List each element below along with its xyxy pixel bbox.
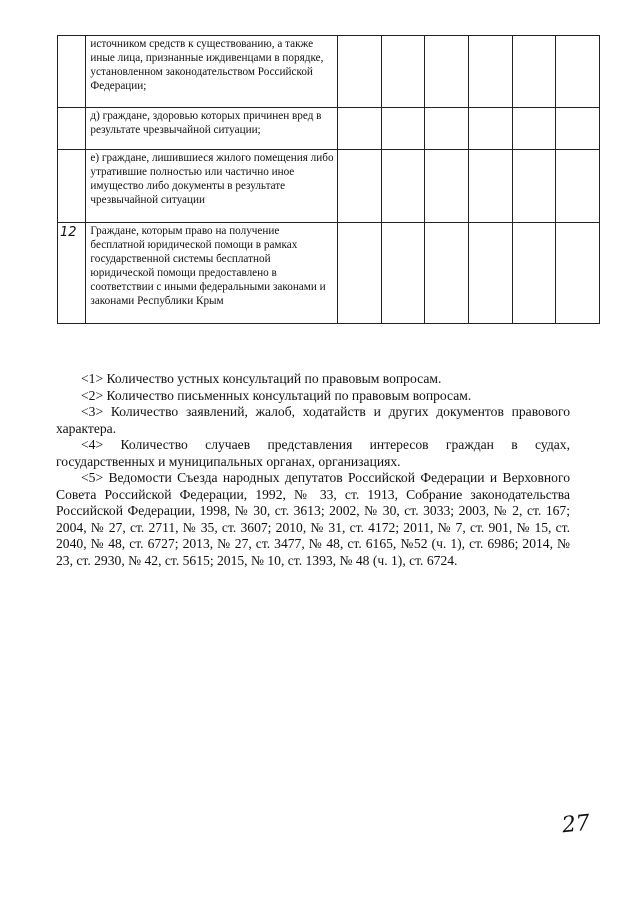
empty-cell xyxy=(338,36,382,108)
row-text: Граждане, которым право на получение бесплатной юридической помощи в рамках государственной системы бесплатной юридической помощи предоставлено в соответствии с иными федеральными законами и законами Республики Крым xyxy=(86,223,338,324)
empty-cell xyxy=(381,223,425,324)
footnote-4: <4> Количество случаев представления интересов граждан в судах, государственных и муниципальных органах, организациях. xyxy=(56,437,570,469)
empty-cell xyxy=(512,150,556,223)
empty-cell xyxy=(469,108,513,150)
empty-cell xyxy=(556,36,600,108)
empty-cell xyxy=(512,36,556,108)
empty-cell xyxy=(512,223,556,324)
empty-cell xyxy=(338,223,382,324)
empty-cell xyxy=(425,150,469,223)
row-number xyxy=(58,108,86,150)
empty-cell xyxy=(469,150,513,223)
beneficiaries-table xyxy=(57,35,600,324)
row-number xyxy=(58,36,86,108)
empty-cell xyxy=(425,223,469,324)
row-text: д) граждане, здоровью которых причинен вред в результате чрезвычайной ситуации; xyxy=(86,108,338,150)
table-row xyxy=(58,108,600,150)
empty-cell xyxy=(338,108,382,150)
empty-cell xyxy=(556,108,600,150)
empty-cell xyxy=(381,36,425,108)
empty-cell xyxy=(469,36,513,108)
footnote-3: <3> Количество заявлений, жалоб, ходатайств и других документов правового характера. xyxy=(56,404,570,436)
row-number: 12 xyxy=(58,223,86,324)
footnote-1: <1> Количество устных консультаций по правовым вопросам. xyxy=(81,371,442,386)
page-number: 27 xyxy=(560,810,592,839)
row-text: источником средств к существованию, а также иные лица, признанные иждивенцами в порядке, установленном законодательством Российской Федерации; xyxy=(86,36,338,108)
row-number xyxy=(58,150,86,223)
empty-cell xyxy=(381,108,425,150)
empty-cell xyxy=(425,108,469,150)
empty-cell xyxy=(556,223,600,324)
footnotes xyxy=(56,371,570,569)
table-row xyxy=(58,150,600,223)
empty-cell xyxy=(381,150,425,223)
row-text: е) граждане, лишившиеся жилого помещения либо утратившие полностью или частично иное имущество либо документы в результате чрезвычайной ситуации xyxy=(86,150,338,223)
footnote-2: <2> Количество письменных консультаций по правовым вопросам. xyxy=(81,387,472,403)
table-row xyxy=(58,223,600,324)
footnote-5: <5> Ведомости Съезда народных депутатов Российской Федерации и Верховного Совета Российской Федерации, 1992, № 33, ст. 1913, Собрание законодательства Российской Федерации, 1998, № 30, ст. 3613; 2002, № 30, ст. 3033; 2003, № 2, ст. 167; 2004, № 27, ст. 2711, № 35, ст. 3607; 2010, № 31, ст. 4172; 2011, № 7, ст. 901, № 15, ст. 2040, № 48, ст. 6727; 2013, № 27, ст. 3477, № 48, ст. 6165, №52 (ч. 1), ст. 6986; 2014, № 23, ст. 2930, № 42, ст. 5615; 2015, № 10, ст. 1393, № 48 (ч. 1), ст. 6724. xyxy=(56,470,570,568)
empty-cell xyxy=(425,36,469,108)
empty-cell xyxy=(469,223,513,324)
empty-cell xyxy=(556,150,600,223)
empty-cell xyxy=(338,150,382,223)
table-row xyxy=(58,36,600,108)
empty-cell xyxy=(512,108,556,150)
